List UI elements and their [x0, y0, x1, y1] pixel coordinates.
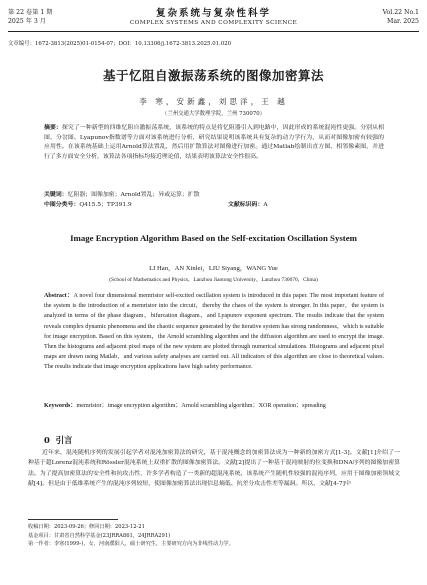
keywords-en-text: memristor；image encryption algorithm；Arnold scrambling algorithm；XOR operation；spreading — [76, 403, 326, 409]
abstract-en-text: A novel four dimensional memristor self-excited oscillation system is introduced in this paper. The most important feature of the system is the introduction of a memristor into the circuit，thereby the chaos of the system is stronger. In this paper，the system is analyzed in terms of the phase diagram，bifurcation diagram，and Lyapunov exponent spectrum. The results indicate that the system reveals complex dynamic phenomena and the chaotic sequence generated by the iterative system has strong randomness，which is suitable for image encryption. Based on this system，the Arnold scrambling algorithm and the diffusion algorithm are used to encrypt the image. Then the histograms and adjacent pixel maps of the new system are plotted through numerical simulations. Histograms and adjacent pixel maps are drawn using Matlab，and various safety analyses are carried out. All indicators of this algorithm are close to theoretical values. The results indicate that image encryption applications have high safety performance. — [44, 293, 384, 371]
keywords-en — [44, 401, 384, 411]
keywords-en-label: Keywords： — [44, 403, 77, 409]
introduction-text: 近年来，混沌随机序列的发展引起学者对混沌加密算法的研究，基于混沌概念的加密算法成为一种新的加密方式[1-3]。文献[1]介绍了一种基于超Lorenz混沌系统和Rössler混沌系统上双重扩散的图像加密算法。文献[2]提出了一种基于混沌映射的位变换和DNA序列的图像加密算法。为了提高加密算法的安全性和抗攻击性，许多学者构造了一类新的超混沌系统，该系统产生随机性较强的混沌序列，应用于图像加密领域文献[4]。但是由于低维系统产生的混沌序列较短，使图像加密算法出现信息熵低、抗差分攻击性差等漏洞。所以，文献[4-7]中 — [28, 450, 400, 487]
journal-name-en: COMPLEX SYSTEMS AND COMPLEXITY SCIENCE — [129, 20, 298, 26]
article-info: 文章编号：1672-3813(2025)01-0154-07；DOI：10.13306/j.1672-3813.2025.01.020 — [8, 41, 232, 47]
footnote-divider — [28, 519, 118, 520]
title-cn: 基于忆阻自激振荡系统的图像加密算法 — [102, 68, 324, 83]
authors-en: LI Han，AN Xinlei，LIU Siyang，WANG Yue — [149, 265, 278, 272]
document-code — [228, 199, 268, 208]
title-en: Image Encryption Algorithm Based on the Self-excitation Oscillation System — [70, 233, 357, 243]
volume-issue-en: Vol.22 No.1 — [382, 9, 419, 16]
volume-issue-cn: 第 22 卷第 1 期 — [8, 9, 53, 16]
footnote-fund: 基金项目：甘肃省自然科学基金(23JRRA861，24JRRA291) — [28, 532, 171, 539]
doc-code-value: A — [263, 202, 268, 208]
date-cn: 2025 年 3 月 — [8, 18, 46, 25]
footnotes — [28, 523, 234, 549]
keywords-cn — [44, 189, 200, 198]
clc-value: Q415.5；TP391.9 — [79, 202, 132, 208]
section-title: 引言 — [55, 435, 73, 445]
affiliation-cn: （兰州交通大学数理学院，兰州 730070） — [161, 111, 266, 117]
abstract-cn-text: 探究了一种新型的四维忆阻自激振荡系统，该系统的特点是将忆阻器引入到电路中，因此形成的系统混沌性更强。分别从相图、分岔图、Lyapunov指数谱等方面对该系统进行分析，研究结果说明该系统具有复杂的动力学行为，从而对图像加密有较强的应用性。在该系统基础上运用Arnold算法置乱，然后用扩散算法对图像进行加密。通过Matlab绘制出直方图、相邻像素图，并进行了多方面安全分析，该算法各项指标均接近理论值，结果表明该算法安全性很高。 — [44, 125, 385, 160]
journal-name-cn: 复杂系统与复杂性科学 — [155, 8, 271, 19]
section-heading — [44, 434, 72, 446]
clc-label: 中图分类号： — [44, 201, 80, 208]
header-right — [383, 8, 419, 26]
doc-code-label: 文献标识码： — [228, 201, 264, 208]
date-en: Mar. 2025 — [387, 18, 419, 25]
abstract-en-label: Abstract： — [44, 293, 74, 299]
header-divider — [8, 31, 419, 32]
affiliation-en: (School of Mathematics and Physics，Lanzhou Jiaotong University，Lanzhou 730070，China) — [109, 277, 318, 283]
clc-number — [44, 199, 132, 208]
section-number: 0 — [44, 435, 50, 445]
authors-cn: 李 寒，安新鑫，刘思洋，王 越 — [139, 97, 288, 106]
abstract-en — [44, 291, 384, 373]
keywords-cn-text: 忆阻器；图像加密；Arnold置乱；异或运算；扩散 — [67, 192, 200, 198]
keywords-cn-label: 关键词： — [44, 191, 68, 198]
abstract-cn-label: 摘要： — [44, 124, 62, 131]
footnote-received: 收稿日期：2023-09-26；修回日期：2023-12-21 — [28, 524, 145, 530]
abstract-cn — [44, 123, 384, 162]
journal-masthead — [0, 5, 427, 26]
footnote-author: 第一作者：李寒(1999-)，女，河南濮阳人，硕士研究生，主要研究方向为非线性动力学。 — [28, 541, 234, 548]
